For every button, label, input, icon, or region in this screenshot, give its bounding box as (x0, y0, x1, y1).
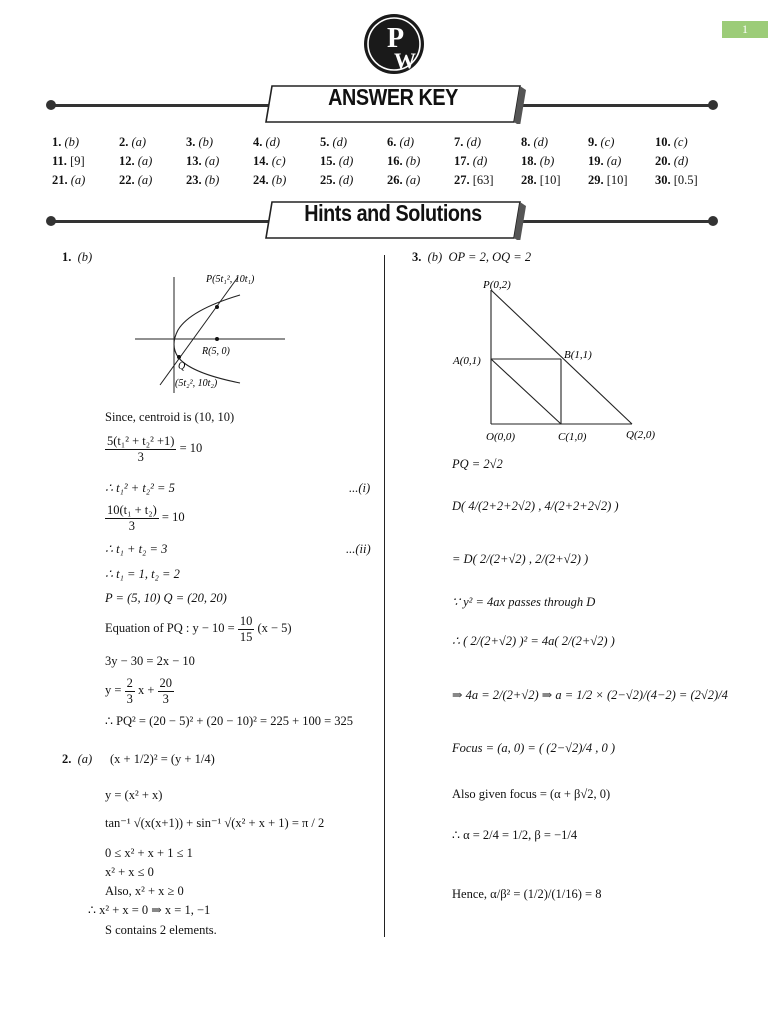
answer-value: (a) (405, 173, 421, 187)
answer-key-banner (0, 82, 768, 130)
sol3-eq5: ∴ ( 2/(2+√2) )² = 4a( 2/(2+√2) ) (452, 634, 615, 648)
sol1-eq6: P = (5, 10) Q = (20, 20) (105, 591, 227, 605)
answer-cell (119, 154, 186, 173)
answer-value: (d) (265, 135, 281, 149)
pw-logo (363, 8, 425, 80)
sol2-eq8: S contains 2 elements. (105, 923, 217, 937)
answer-number: 25. (320, 173, 336, 187)
answer-number: 30. (655, 173, 671, 187)
answer-cell (119, 135, 186, 154)
answer-cell (52, 173, 119, 192)
svg-text:W: W (394, 48, 416, 73)
page-number: 1 (722, 21, 768, 38)
answer-number: 12. (119, 154, 135, 168)
answer-value: (a) (137, 173, 153, 187)
answer-cell (186, 135, 253, 154)
answer-number: 1. (52, 135, 62, 149)
answer-number: 22. (119, 173, 135, 187)
answer-number: 26. (387, 173, 403, 187)
answer-value: (c) (600, 135, 615, 149)
sol3-triangle-figure (450, 272, 700, 444)
answer-number: 6. (387, 135, 397, 149)
label-q: Q(2,0) (626, 429, 656, 441)
sol1-eq10: ∴ PQ² = (20 − 5)² + (20 − 10)² = 225 + 100 = 325 (105, 714, 354, 728)
sol2-eq3: tan⁻¹ √(x(x+1)) + sin⁻¹ √(x² + x + 1) = π / 2 (105, 816, 325, 830)
sol1-eq2: ∴ t₁² + t₂² = 5 (105, 481, 175, 495)
answer-value: (a) (204, 154, 220, 168)
answer-cell (454, 135, 521, 154)
answer-cell (387, 154, 454, 173)
sol2-eq6: Also, x² + x ≥ 0 (105, 884, 184, 898)
answer-cell (186, 173, 253, 192)
sol1-eq2-tag: ...(i) (349, 481, 371, 495)
answer-cell (253, 154, 320, 173)
answer-cell (320, 135, 387, 154)
answer-cell (387, 173, 454, 192)
answer-value: [9] (70, 154, 85, 168)
label-q: Q (178, 361, 186, 372)
answer-number: 4. (253, 135, 263, 149)
answer-cell (186, 154, 253, 173)
answer-cell (253, 135, 320, 154)
sol1-header: 1. (b) (62, 250, 93, 264)
sol3-header: 3. (b) OP = 2, OQ = 2 (412, 250, 532, 264)
answer-cell (655, 173, 722, 192)
answer-value: (a) (137, 154, 153, 168)
answer-value: (d) (472, 154, 488, 168)
answer-value: (d) (338, 173, 354, 187)
sol1-eq7: Equation of PQ : y − 10 = $\frac{10}{15}$ (x − 5) (105, 614, 292, 644)
label-a: A(0,1) (453, 355, 481, 367)
answer-cell (454, 154, 521, 173)
sol1-parabola-figure (130, 265, 300, 395)
answer-number: 10. (655, 135, 671, 149)
answer-value: (d) (338, 154, 354, 168)
answer-value: (d) (466, 135, 482, 149)
answer-value: (b) (198, 135, 214, 149)
label-p: P(5t₁², 10t₁) (206, 274, 255, 285)
answer-cell (320, 173, 387, 192)
sol3-eq2: D( 4/(2+2+2√2) , 4/(2+2+2√2) ) (452, 499, 619, 513)
answer-number: 28. (521, 173, 537, 187)
answer-value: (b) (405, 154, 421, 168)
answer-value: [10] (606, 173, 628, 187)
label-p: P(0,2) (483, 279, 511, 291)
sol3-eq8: Also given focus = (α + β√2, 0) (452, 787, 611, 801)
sol2-eq1: (x + 1/2)² = (y + 1/4) (110, 752, 215, 766)
answer-value: (b) (64, 135, 80, 149)
answer-value: (b) (539, 154, 555, 168)
sol1-eq3: $\frac{\text{10(t₁ + t₂)}}{3}$ = 10 (107, 503, 185, 533)
label-c: C(1,0) (558, 431, 587, 443)
answer-number: 17. (454, 154, 470, 168)
answer-number: 16. (387, 154, 403, 168)
answer-number: 13. (186, 154, 202, 168)
answer-number: 19. (588, 154, 604, 168)
answer-cell (119, 173, 186, 192)
answer-value: (b) (204, 173, 220, 187)
sol2-eq2: y = (x² + x) (105, 788, 163, 802)
sol3-eq10: Hence, α/β² = (1/2)/(1/16) = 8 (452, 887, 602, 901)
answer-value: (d) (332, 135, 348, 149)
sol1-eq9: y = $\frac{2}{3}$ x + $\frac{20}{3}$ (105, 676, 172, 706)
sol2-eq5: x² + x ≤ 0 (105, 865, 154, 879)
sol3-eq3: = D( 2/(2+√2) , 2/(2+√2) ) (452, 552, 589, 566)
answer-number: 15. (320, 154, 336, 168)
answer-number: 7. (454, 135, 464, 149)
label-b: B(1,1) (564, 349, 592, 361)
answer-cell (253, 173, 320, 192)
answer-number: 11. (52, 154, 67, 168)
answer-number: 5. (320, 135, 330, 149)
label-q-coords: (5t₂², 10t₂) (175, 378, 218, 389)
answer-cell (387, 135, 454, 154)
answer-cell (521, 154, 588, 173)
answer-number: 18. (521, 154, 537, 168)
answer-key-grid (52, 135, 732, 192)
sol3-eq6: ⇒ 4a = 2/(2+√2) ⇒ a = 1/2 × (2−√2)/(4−2) = (2√2)/4 (452, 688, 728, 702)
answer-cell (588, 154, 655, 173)
sol1-eq4: ∴ t₁ + t₂ = 3 (105, 542, 168, 556)
answer-row (52, 135, 732, 154)
sol1-eq4-tag: ...(ii) (346, 542, 371, 556)
sol1-centroid: Since, centroid is (10, 10) (105, 410, 235, 424)
answer-value: (d) (673, 154, 689, 168)
column-divider (384, 255, 385, 937)
answer-cell (655, 135, 722, 154)
answer-number: 2. (119, 135, 129, 149)
answer-cell (454, 173, 521, 192)
answer-value: [0.5] (673, 173, 698, 187)
svg-text:P: P (387, 23, 405, 54)
answer-value: (c) (271, 154, 286, 168)
answer-number: 14. (253, 154, 269, 168)
answer-value: [10] (539, 173, 561, 187)
answer-cell (588, 135, 655, 154)
label-o: O(0,0) (486, 431, 516, 443)
sol1-eq1: $\frac{\text{5(t₁² + t₂² +1)}}{3}$ = 10 (107, 434, 203, 464)
answer-number: 27. (454, 173, 470, 187)
answer-number: 23. (186, 173, 202, 187)
answer-number: 8. (521, 135, 531, 149)
answer-cell (52, 154, 119, 173)
hints-banner (0, 198, 768, 246)
answer-number: 9. (588, 135, 598, 149)
label-r: R(5, 0) (202, 346, 230, 357)
answer-number: 21. (52, 173, 68, 187)
answer-cell (521, 173, 588, 192)
answer-row (52, 173, 732, 192)
hints-title: Hints and Solutions (304, 200, 482, 226)
answer-value: (a) (70, 173, 86, 187)
answer-value: [63] (472, 173, 494, 187)
answer-cell (52, 135, 119, 154)
answer-cell (521, 135, 588, 154)
answer-row (52, 154, 732, 173)
answer-value: (d) (399, 135, 415, 149)
sol2-eq7: ∴ x² + x = 0 ⇒ x = 1, −1 (88, 903, 211, 917)
answer-value: (a) (606, 154, 622, 168)
sol1-eq8: 3y − 30 = 2x − 10 (105, 654, 195, 668)
sol3-eq1: PQ = 2√2 (452, 457, 503, 471)
sol2-header: 2. (a) (62, 752, 93, 766)
answer-number: 20. (655, 154, 671, 168)
answer-number: 3. (186, 135, 196, 149)
answer-number: 24. (253, 173, 269, 187)
sol2-eq4: 0 ≤ x² + x + 1 ≤ 1 (105, 846, 193, 860)
sol3-eq9: ∴ α = 2/4 = 1/2, β = −1/4 (452, 828, 578, 842)
answer-value: (d) (533, 135, 549, 149)
sol3-eq7: Focus = (a, 0) = ( (2−√2)/4 , 0 ) (452, 741, 616, 755)
answer-cell (655, 154, 722, 173)
answer-cell (320, 154, 387, 173)
answer-cell (588, 173, 655, 192)
answer-value: (a) (131, 135, 147, 149)
sol1-eq5: ∴ t₁ = 1, t₂ = 2 (105, 567, 180, 581)
answer-key-title: ANSWER KEY (328, 84, 458, 110)
answer-number: 29. (588, 173, 604, 187)
answer-value: (c) (673, 135, 688, 149)
sol3-eq4: ∵ y² = 4ax passes through D (452, 595, 596, 609)
answer-value: (b) (271, 173, 287, 187)
